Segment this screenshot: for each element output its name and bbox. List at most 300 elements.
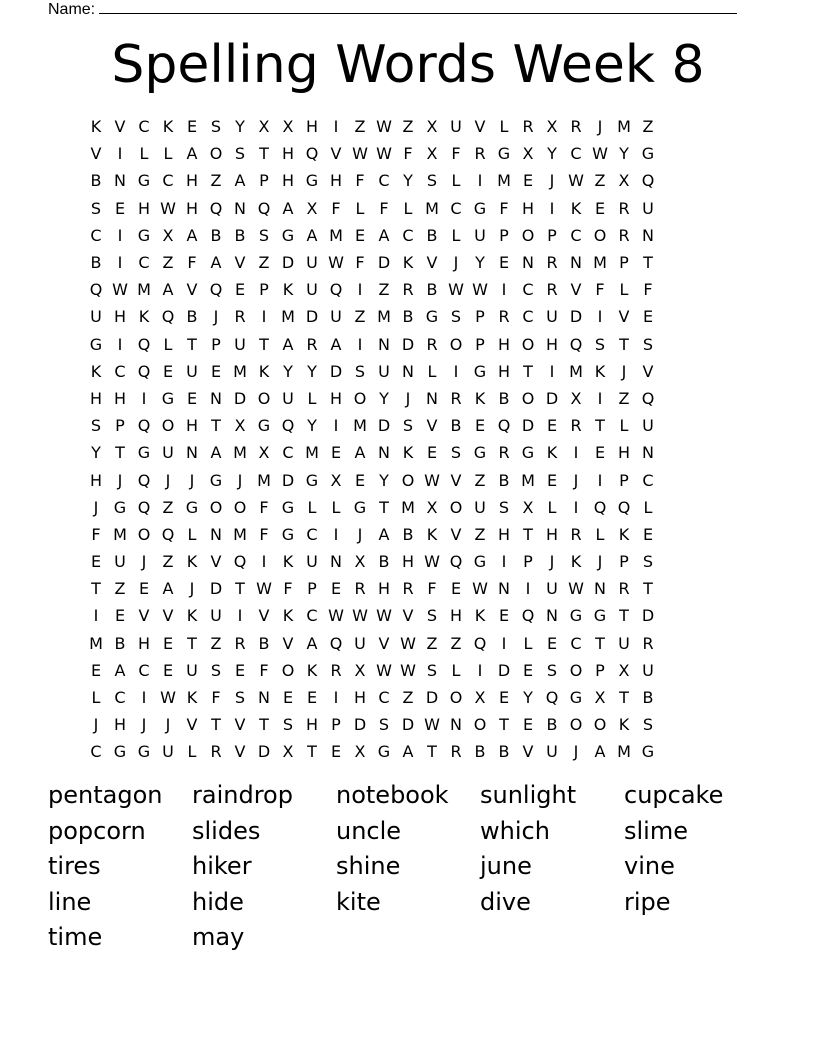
grid-letter: E — [354, 225, 366, 245]
grid-letter: Q — [545, 688, 559, 708]
grid-letter: Q — [497, 416, 511, 436]
grid-letter: U — [474, 225, 486, 245]
grid-letter: L — [307, 497, 317, 517]
grid-letter: S — [258, 225, 270, 245]
grid-letter: Q — [569, 334, 583, 354]
grid-letter: G — [377, 742, 391, 762]
grid-letter: O — [137, 524, 151, 544]
grid-letter: W — [112, 280, 128, 300]
grid-letter: R — [618, 225, 630, 245]
grid-letter: A — [378, 225, 390, 245]
grid-letter: T — [595, 416, 605, 436]
word-list-item: pentagon — [48, 781, 163, 809]
grid-letter: X — [546, 117, 558, 137]
grid-letter: I — [333, 524, 339, 544]
grid-letter: R — [522, 117, 534, 137]
grid-letter: J — [93, 715, 99, 735]
grid-letter: A — [306, 633, 318, 653]
grid-letter: I — [117, 225, 123, 245]
name-blank-line[interactable] — [99, 0, 737, 14]
word-search-grid — [84, 113, 732, 766]
grid-letter: G — [113, 742, 127, 762]
grid-letter: D — [401, 715, 415, 735]
grid-letter: N — [570, 253, 582, 273]
grid-letter: K — [282, 606, 294, 626]
grid-letter: U — [618, 633, 630, 653]
grid-letter: U — [642, 660, 654, 680]
grid-row — [84, 439, 732, 466]
grid-letter: G — [473, 198, 487, 218]
grid-letter: Z — [162, 497, 174, 517]
grid-letter: V — [378, 633, 390, 653]
grid-letter: H — [545, 524, 559, 544]
grid-letter: G — [137, 742, 151, 762]
grid-letter: N — [210, 388, 222, 408]
grid-letter: H — [497, 361, 511, 381]
word-list-item: vine — [624, 852, 675, 880]
grid-letter: T — [259, 715, 269, 735]
grid-letter: G — [473, 443, 487, 463]
grid-letter: U — [642, 416, 654, 436]
grid-letter: H — [185, 198, 199, 218]
grid-letter: Q — [161, 307, 175, 327]
grid-letter: C — [402, 225, 414, 245]
grid-letter: Q — [137, 334, 151, 354]
grid-letter: B — [210, 225, 222, 245]
grid-letter: V — [522, 742, 534, 762]
grid-letter: X — [330, 470, 342, 490]
grid-letter: S — [210, 660, 222, 680]
grid-letter: V — [138, 606, 150, 626]
grid-letter: N — [378, 443, 390, 463]
grid-letter: E — [522, 171, 534, 191]
grid-letter: L — [595, 524, 605, 544]
grid-letter: I — [573, 443, 579, 463]
grid-letter: U — [186, 361, 198, 381]
grid-letter: Q — [473, 633, 487, 653]
grid-letter: E — [498, 688, 510, 708]
grid-letter: I — [117, 144, 123, 164]
grid-letter: V — [618, 307, 630, 327]
grid-letter: S — [546, 660, 558, 680]
grid-letter: R — [498, 307, 510, 327]
grid-letter: W — [328, 253, 344, 273]
grid-letter: O — [449, 497, 463, 517]
grid-letter: D — [233, 388, 247, 408]
grid-letter: P — [499, 225, 509, 245]
grid-letter: T — [643, 579, 653, 599]
grid-letter: P — [475, 307, 485, 327]
grid-letter: W — [424, 715, 440, 735]
grid-letter: Y — [379, 388, 389, 408]
grid-letter: O — [569, 660, 583, 680]
grid-letter: R — [306, 334, 318, 354]
word-list-item: june — [480, 852, 532, 880]
grid-letter: T — [379, 497, 389, 517]
grid-letter: B — [234, 225, 246, 245]
grid-letter: H — [353, 688, 367, 708]
grid-letter: T — [211, 715, 221, 735]
grid-letter: C — [114, 688, 126, 708]
grid-letter: M — [617, 742, 631, 762]
grid-letter: S — [234, 144, 246, 164]
grid-letter: J — [141, 552, 147, 572]
grid-letter: V — [474, 117, 486, 137]
grid-letter: K — [90, 361, 102, 381]
grid-letter: R — [450, 742, 462, 762]
grid-letter: G — [185, 497, 199, 517]
grid-letter: B — [474, 742, 486, 762]
grid-letter: E — [162, 660, 174, 680]
grid-letter: E — [90, 660, 102, 680]
grid-letter: N — [402, 361, 414, 381]
grid-letter: E — [474, 416, 486, 436]
grid-letter: U — [186, 660, 198, 680]
grid-letter: D — [377, 253, 391, 273]
grid-letter: C — [162, 171, 174, 191]
grid-letter: O — [593, 225, 607, 245]
grid-letter: W — [376, 144, 392, 164]
grid-letter: Z — [354, 307, 366, 327]
grid-letter: S — [498, 497, 510, 517]
grid-letter: Y — [307, 361, 317, 381]
grid-letter: T — [499, 715, 509, 735]
grid-letter: K — [618, 715, 630, 735]
grid-row — [84, 630, 732, 657]
word-list-item: slime — [624, 816, 688, 845]
grid-letter: R — [426, 334, 438, 354]
grid-letter: H — [185, 416, 199, 436]
grid-letter: L — [451, 225, 461, 245]
grid-letter: Z — [402, 688, 414, 708]
grid-row — [84, 575, 732, 602]
grid-letter: W — [568, 171, 584, 191]
grid-letter: F — [451, 144, 461, 164]
grid-letter: K — [186, 688, 198, 708]
grid-letter: Z — [162, 253, 174, 273]
grid-letter: D — [569, 307, 583, 327]
grid-letter: R — [618, 579, 630, 599]
grid-letter: N — [378, 334, 390, 354]
grid-letter: G — [137, 443, 151, 463]
grid-letter: A — [114, 660, 126, 680]
grid-row — [84, 521, 732, 548]
grid-row — [84, 684, 732, 711]
grid-letter: S — [282, 715, 294, 735]
grid-letter: V — [642, 361, 654, 381]
grid-letter: E — [162, 633, 174, 653]
grid-letter: A — [234, 171, 246, 191]
grid-letter: O — [209, 144, 223, 164]
grid-letter: J — [117, 470, 123, 490]
grid-letter: V — [426, 253, 438, 273]
grid-letter: C — [114, 361, 126, 381]
grid-letter: U — [90, 307, 102, 327]
grid-letter: C — [522, 307, 534, 327]
grid-letter: B — [426, 280, 438, 300]
grid-letter: T — [523, 361, 533, 381]
grid-letter: Q — [281, 416, 295, 436]
grid-letter: H — [617, 443, 631, 463]
grid-letter: J — [405, 388, 411, 408]
grid-letter: Y — [619, 144, 629, 164]
grid-letter: H — [281, 144, 295, 164]
grid-letter: T — [595, 633, 605, 653]
grid-letter: G — [137, 171, 151, 191]
grid-letter: R — [234, 633, 246, 653]
grid-letter: X — [258, 443, 270, 463]
grid-letter: K — [402, 253, 414, 273]
grid-letter: O — [161, 416, 175, 436]
grid-letter: R — [450, 388, 462, 408]
grid-letter: J — [549, 552, 555, 572]
grid-row — [84, 466, 732, 493]
grid-letter: C — [138, 253, 150, 273]
grid-letter: D — [329, 361, 343, 381]
grid-letter: U — [354, 633, 366, 653]
grid-letter: R — [642, 633, 654, 653]
grid-letter: B — [402, 524, 414, 544]
grid-letter: X — [618, 660, 630, 680]
grid-letter: Y — [523, 688, 533, 708]
grid-letter: W — [376, 660, 392, 680]
grid-letter: A — [210, 443, 222, 463]
grid-letter: K — [594, 361, 606, 381]
grid-letter: S — [426, 606, 438, 626]
grid-letter: W — [400, 660, 416, 680]
grid-letter: C — [90, 225, 102, 245]
grid-letter: P — [211, 334, 221, 354]
grid-letter: D — [641, 606, 655, 626]
grid-letter: B — [402, 307, 414, 327]
grid-letter: F — [283, 579, 293, 599]
grid-row — [84, 412, 732, 439]
grid-letter: V — [234, 742, 246, 762]
grid-letter: J — [189, 470, 195, 490]
grid-letter: O — [593, 715, 607, 735]
grid-letter: N — [114, 171, 126, 191]
grid-letter: L — [403, 198, 413, 218]
grid-letter: D — [305, 307, 319, 327]
grid-letter: A — [306, 225, 318, 245]
grid-letter: E — [426, 443, 438, 463]
grid-letter: S — [210, 117, 222, 137]
grid-letter: V — [258, 606, 270, 626]
grid-letter: O — [353, 388, 367, 408]
grid-letter: O — [449, 688, 463, 708]
grid-letter: J — [573, 470, 579, 490]
grid-letter: H — [137, 198, 151, 218]
grid-letter: F — [403, 144, 413, 164]
grid-letter: Y — [235, 117, 245, 137]
grid-letter: G — [353, 497, 367, 517]
grid-letter: C — [138, 117, 150, 137]
grid-letter: F — [259, 660, 269, 680]
grid-letter: E — [306, 688, 318, 708]
grid-letter: C — [138, 660, 150, 680]
grid-row — [84, 140, 732, 167]
grid-letter: A — [162, 579, 174, 599]
grid-letter: A — [186, 225, 198, 245]
grid-letter: T — [187, 334, 197, 354]
grid-letter: X — [354, 552, 366, 572]
grid-letter: G — [425, 307, 439, 327]
grid-letter: L — [523, 633, 533, 653]
grid-letter: L — [187, 524, 197, 544]
grid-letter: N — [522, 253, 534, 273]
grid-letter: T — [643, 253, 653, 273]
grid-letter: W — [424, 552, 440, 572]
grid-letter: H — [497, 334, 511, 354]
grid-letter: G — [209, 470, 223, 490]
grid-letter: V — [450, 524, 462, 544]
grid-letter: E — [186, 117, 198, 137]
grid-letter: Q — [209, 198, 223, 218]
grid-row — [84, 711, 732, 738]
word-list-item: uncle — [336, 816, 402, 845]
grid-letter: O — [449, 334, 463, 354]
grid-letter: Q — [137, 497, 151, 517]
name-field — [48, 0, 737, 20]
grid-letter: D — [257, 742, 271, 762]
grid-letter: E — [114, 606, 126, 626]
grid-letter: P — [619, 552, 629, 572]
grid-letter: E — [354, 470, 366, 490]
grid-letter: E — [330, 443, 342, 463]
grid-letter: I — [141, 388, 147, 408]
grid-letter: I — [333, 416, 339, 436]
grid-letter: P — [619, 470, 629, 490]
grid-letter: N — [258, 688, 270, 708]
grid-letter: E — [546, 633, 558, 653]
grid-letter: D — [353, 715, 367, 735]
grid-letter: K — [162, 117, 174, 137]
word-list-item: tires — [48, 852, 101, 880]
word-list-item: line — [48, 887, 92, 916]
grid-letter: F — [427, 579, 437, 599]
grid-row — [84, 167, 732, 194]
grid-letter: V — [282, 633, 294, 653]
grid-letter: N — [234, 198, 246, 218]
grid-letter: E — [546, 416, 558, 436]
grid-letter: R — [498, 443, 510, 463]
grid-letter: M — [593, 253, 607, 273]
grid-letter: V — [210, 552, 222, 572]
grid-letter: V — [330, 144, 342, 164]
grid-letter: A — [162, 280, 174, 300]
grid-letter: S — [90, 416, 102, 436]
grid-letter: F — [187, 253, 197, 273]
grid-letter: F — [643, 280, 653, 300]
grid-letter: X — [426, 497, 438, 517]
grid-letter: M — [425, 198, 439, 218]
grid-letter: T — [187, 633, 197, 653]
grid-letter: G — [161, 388, 175, 408]
grid-letter: L — [331, 497, 341, 517]
grid-letter: G — [473, 552, 487, 572]
grid-letter: F — [379, 198, 389, 218]
grid-letter: B — [546, 715, 558, 735]
grid-letter: N — [642, 225, 654, 245]
word-list-item: time — [48, 923, 103, 951]
grid-letter: S — [594, 334, 606, 354]
grid-letter: J — [165, 470, 171, 490]
grid-letter: K — [282, 552, 294, 572]
grid-letter: G — [497, 144, 511, 164]
grid-letter: R — [546, 253, 558, 273]
grid-letter: F — [259, 524, 269, 544]
word-list-item: slides — [192, 816, 261, 845]
grid-letter: B — [498, 388, 510, 408]
grid-letter: Q — [449, 552, 463, 572]
grid-letter: D — [425, 688, 439, 708]
grid-letter: G — [569, 688, 583, 708]
grid-letter: M — [353, 416, 367, 436]
grid-letter: M — [617, 117, 631, 137]
grid-letter: Z — [210, 633, 222, 653]
grid-letter: J — [93, 497, 99, 517]
grid-letter: P — [259, 280, 269, 300]
grid-letter: Y — [91, 443, 101, 463]
grid-letter: F — [211, 688, 221, 708]
grid-letter: H — [305, 715, 319, 735]
word-list-item: hiker — [192, 852, 252, 880]
grid-letter: U — [546, 307, 558, 327]
grid-letter: M — [497, 171, 511, 191]
grid-letter: S — [642, 334, 654, 354]
grid-letter: G — [641, 742, 655, 762]
grid-letter: V — [90, 144, 102, 164]
grid-letter: R — [354, 579, 366, 599]
word-list-item: kite — [336, 887, 381, 916]
grid-letter: Q — [329, 280, 343, 300]
grid-letter: K — [474, 388, 486, 408]
grid-letter: X — [426, 144, 438, 164]
grid-letter: P — [475, 334, 485, 354]
grid-letter: N — [498, 579, 510, 599]
grid-letter: R — [402, 280, 414, 300]
grid-letter: G — [281, 225, 295, 245]
grid-letter: U — [546, 742, 558, 762]
grid-letter: X — [594, 688, 606, 708]
word-list — [48, 778, 768, 956]
grid-letter: J — [621, 361, 627, 381]
grid-letter: Z — [474, 524, 486, 544]
grid-letter: E — [162, 361, 174, 381]
grid-letter: I — [501, 633, 507, 653]
grid-letter: T — [259, 334, 269, 354]
grid-letter: C — [522, 280, 534, 300]
name-label: Name: — [48, 1, 96, 18]
grid-letter: K — [258, 361, 270, 381]
word-list-item: cupcake — [624, 781, 724, 809]
grid-letter: W — [424, 470, 440, 490]
grid-letter: U — [546, 579, 558, 599]
grid-letter: C — [306, 524, 318, 544]
grid-letter: R — [210, 742, 222, 762]
grid-letter: Y — [379, 470, 389, 490]
page-title: Spelling Words Week 8 — [111, 35, 705, 95]
grid-letter: F — [355, 253, 365, 273]
grid-letter: N — [546, 606, 558, 626]
grid-letter: B — [498, 470, 510, 490]
grid-letter: I — [117, 334, 123, 354]
grid-letter: Y — [283, 361, 293, 381]
grid-row — [84, 249, 732, 276]
grid-letter: I — [237, 606, 243, 626]
grid-letter: I — [333, 688, 339, 708]
grid-letter: E — [642, 524, 654, 544]
